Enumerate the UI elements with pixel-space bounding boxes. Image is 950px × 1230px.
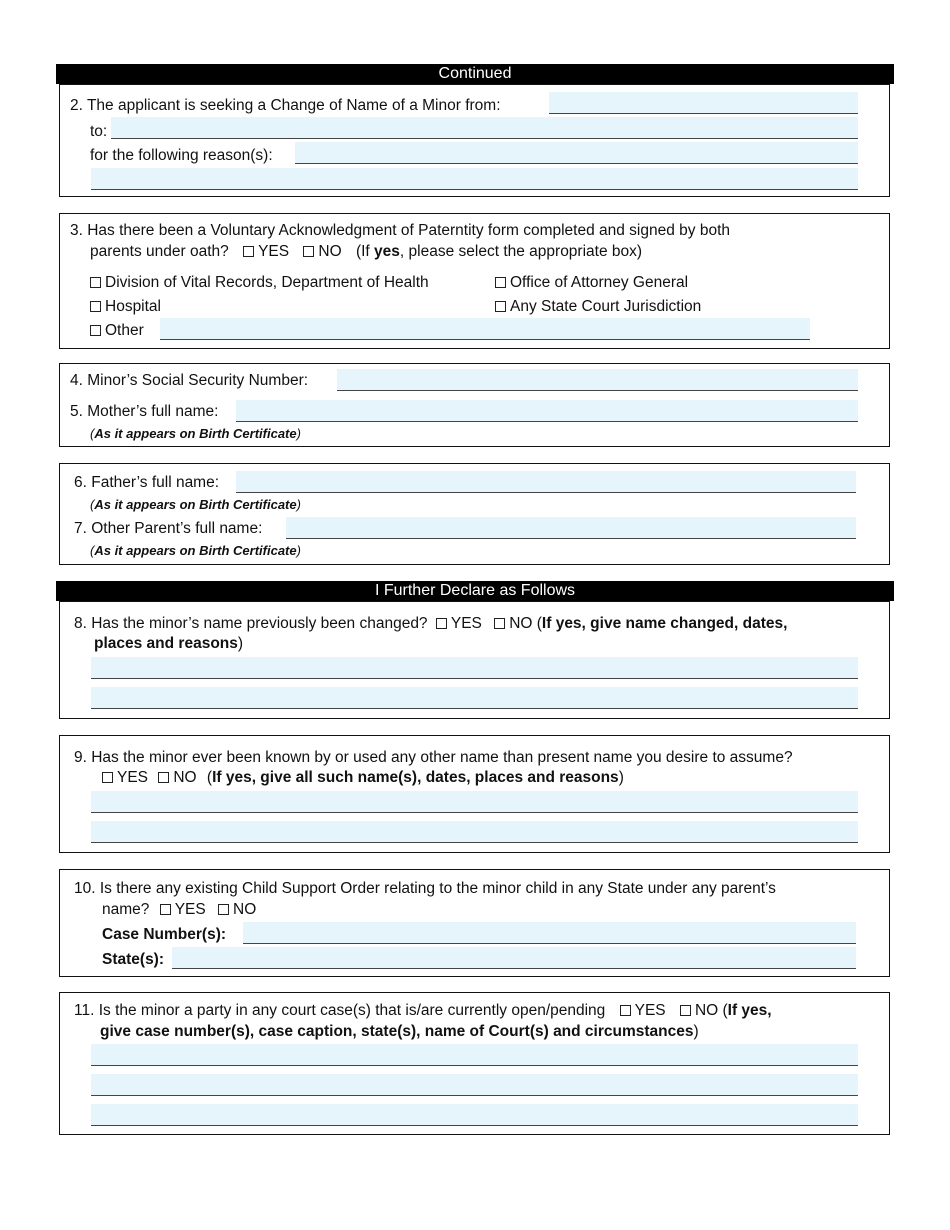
q8-detail-field-1[interactable] (91, 657, 858, 679)
option-hospital (90, 297, 161, 316)
q10-no-label: NO (233, 901, 257, 918)
q10-name-label: name? (102, 901, 150, 918)
option-state-court (495, 297, 701, 316)
hospital-label: Hospital (105, 298, 161, 315)
state-label: State(s): (102, 951, 165, 968)
q8-no-label: NO (509, 615, 533, 632)
q6-label: 6. Father’s full name: (74, 474, 220, 491)
q8-bold2: places and reasons (94, 635, 238, 652)
q3-paren-open: (If (355, 243, 375, 260)
q9-detail-field-1[interactable] (91, 791, 858, 813)
q11-text: 11. Is the minor a party in any court case(s) that is/are currently open/pending (74, 1002, 606, 1019)
other-parent-name-field[interactable] (286, 517, 856, 539)
q10-no-checkbox[interactable] (218, 904, 229, 915)
paternity-no-label: NO (318, 243, 342, 260)
mother-name-field[interactable] (236, 400, 858, 422)
q8-detail-field-2[interactable] (91, 687, 858, 709)
q10-yes-label: YES (174, 901, 206, 918)
father-name-field[interactable] (236, 471, 856, 493)
q2-to-label: to: (90, 123, 108, 140)
attorney-general-label: Office of Attorney General (510, 274, 689, 291)
q4-label: 4. Minor’s Social Security Number: (70, 372, 309, 389)
case-number-label: Case Number(s): (102, 926, 227, 943)
q10-line1: 10. Is there any existing Child Support Order relating to the minor child in any State under any parent’s (74, 880, 776, 897)
q10-line2 (102, 900, 256, 919)
q2-reason-label: for the following reason(s): (90, 147, 273, 164)
option-vital-records (90, 273, 429, 292)
q3-paren-rest: , please select the appropriate box) (399, 243, 643, 260)
father-birth-note: (As it appears on Birth Certificate) (90, 497, 301, 512)
q3-line2-prefix: parents under oath? (90, 243, 229, 260)
q11-detail-field-3[interactable] (91, 1104, 858, 1126)
q8-line2: places and reasons) (94, 635, 244, 652)
other-checkbox[interactable] (90, 325, 101, 336)
state-court-label: Any State Court Jurisdiction (510, 298, 702, 315)
q9-yes-label: YES (117, 769, 149, 786)
q8-no-checkbox[interactable] (494, 618, 505, 629)
q10-yes-checkbox[interactable] (160, 904, 171, 915)
vital-records-label: Division of Vital Records, Department of Health (105, 274, 429, 291)
paternity-no-checkbox[interactable] (303, 246, 314, 257)
q9-yes-checkbox[interactable] (102, 772, 113, 783)
q11-detail-field-1[interactable] (91, 1044, 858, 1066)
q9-no-checkbox[interactable] (158, 772, 169, 783)
q11-line2: give case number(s), case caption, state(s), name of Court(s) and circumstances) (100, 1023, 699, 1040)
hospital-checkbox[interactable] (90, 301, 101, 312)
q8-text: 8. Has the minor’s name previously been changed? (74, 615, 428, 632)
q11-bold2: give case number(s), case caption, state(s), name of Court(s) and circumstances (100, 1023, 694, 1040)
reason-field-2[interactable] (91, 168, 858, 190)
q9-bold: If yes, give all such name(s), dates, places and reasons (212, 769, 619, 786)
state-court-checkbox[interactable] (495, 301, 506, 312)
q8-yes-label: YES (450, 615, 482, 632)
q8-yes-checkbox[interactable] (436, 618, 447, 629)
q11-detail-field-2[interactable] (91, 1074, 858, 1096)
case-number-field[interactable] (243, 922, 856, 944)
q7-label: 7. Other Parent’s full name: (74, 520, 263, 537)
q3-line2 (90, 242, 642, 261)
option-attorney-general (495, 273, 688, 292)
q9-line2: YES NO (If yes, give all such name(s), dates, places and reasons) (102, 768, 624, 787)
option-other (90, 321, 144, 340)
other-parent-birth-note: (As it appears on Birth Certificate) (90, 543, 301, 558)
q9-no-label: NO (173, 769, 197, 786)
reason-field-1[interactable] (295, 142, 858, 164)
q11-bold1: If yes, (727, 1002, 772, 1019)
state-field[interactable] (172, 947, 856, 969)
q5-label: 5. Mother’s full name: (70, 403, 219, 420)
q11-line1: 11. Is the minor a party in any court case(s) that is/are currently open/pending YES NO (If yes, (74, 1002, 772, 1019)
ssn-field[interactable] (337, 369, 858, 391)
other-field[interactable] (160, 318, 810, 340)
q8-line1: 8. Has the minor’s name previously been changed? YES NO (If yes, give name changed, dates, (74, 615, 788, 632)
section-header-continued: Continued (56, 64, 894, 84)
attorney-general-checkbox[interactable] (495, 277, 506, 288)
section-header-declare: I Further Declare as Follows (56, 581, 894, 601)
q11-yes-checkbox[interactable] (620, 1005, 631, 1016)
q3-paren-bold: yes (374, 243, 400, 260)
name-to-field[interactable] (111, 117, 858, 139)
paternity-yes-checkbox[interactable] (243, 246, 254, 257)
q11-yes-label: YES (634, 1002, 666, 1019)
q11-no-label: NO (694, 1002, 719, 1019)
other-label: Other (105, 322, 144, 339)
name-from-field[interactable] (549, 92, 858, 114)
q3-line1: 3. Has there been a Voluntary Acknowledgment of Paterntity form completed and signed by both (70, 222, 731, 239)
q11-no-checkbox[interactable] (680, 1005, 691, 1016)
q2-label: 2. The applicant is seeking a Change of Name of a Minor from: (70, 97, 501, 114)
q9-text: 9. Has the minor ever been known by or used any other name than present name you desire to assume? (74, 749, 793, 766)
vital-records-checkbox[interactable] (90, 277, 101, 288)
paternity-yes-label: YES (258, 243, 290, 260)
q9-detail-field-2[interactable] (91, 821, 858, 843)
mother-birth-note: (As it appears on Birth Certificate) (90, 426, 301, 441)
q8-bold1: If yes, give name changed, dates, (541, 615, 788, 632)
